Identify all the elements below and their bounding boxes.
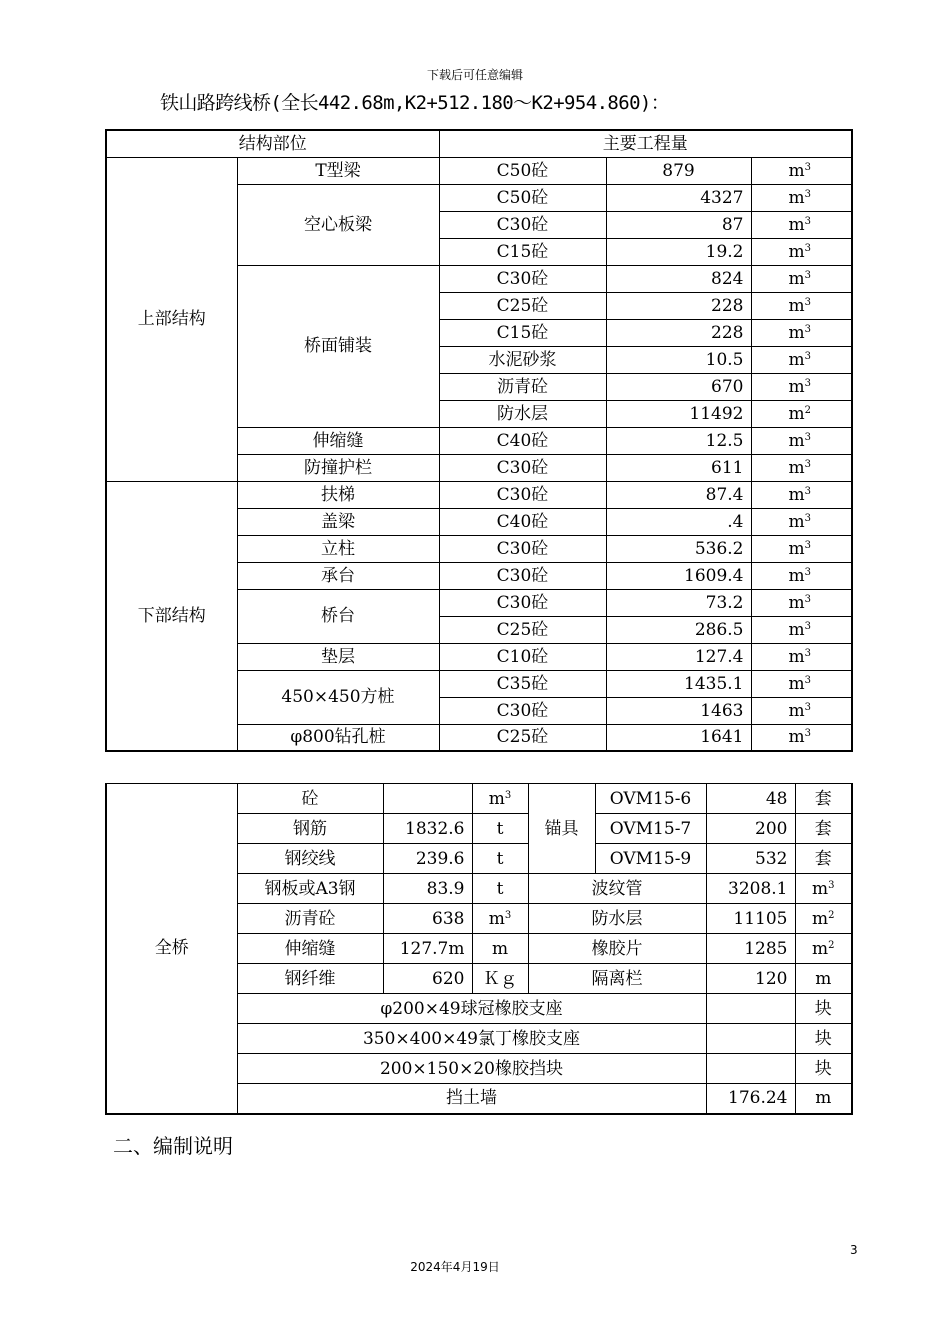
quantity-value — [706, 1024, 795, 1054]
quantity-value: 670 — [606, 373, 751, 400]
unit-text: m — [788, 187, 805, 208]
unit: 块 — [795, 1054, 852, 1084]
unit — [472, 874, 528, 904]
unit — [751, 616, 852, 643]
unit — [472, 784, 528, 814]
unit-text: m — [488, 908, 505, 929]
unit — [751, 400, 852, 427]
unit-text: m — [488, 788, 505, 809]
unit-text: m — [491, 938, 509, 959]
group-whole-bridge: 全桥 — [106, 784, 237, 1114]
unit-text: m — [788, 430, 805, 451]
group-upper: 上部结构 — [106, 157, 237, 481]
material: C10砼 — [439, 643, 606, 670]
unit — [751, 292, 852, 319]
unit-exponent: 3 — [804, 566, 812, 578]
material: C25砼 — [439, 292, 606, 319]
unit-text: m — [788, 322, 805, 343]
item-name-2: 波纹管 — [528, 874, 706, 904]
material: C15砼 — [439, 238, 606, 265]
unit-exponent: 3 — [504, 789, 512, 801]
table-header-row — [106, 130, 852, 157]
item-name: 伸缩缝 — [237, 427, 439, 454]
unit-exponent: 2 — [828, 939, 835, 951]
unit-exponent: 3 — [804, 539, 812, 551]
quantity-value: 879 — [606, 157, 751, 184]
quantity-value-2: 532 — [706, 844, 795, 874]
material: 防水层 — [439, 400, 606, 427]
unit-exponent: 3 — [804, 161, 812, 173]
unit — [751, 724, 852, 751]
item-name: 防撞护栏 — [237, 454, 439, 481]
unit — [751, 535, 852, 562]
item-name: 沥青砼 — [237, 904, 383, 934]
item-name: 桥台 — [237, 589, 439, 643]
table-row — [106, 481, 852, 508]
unit-exponent: 3 — [804, 296, 812, 308]
unit-exponent: 3 — [804, 215, 812, 227]
unit-text: m — [788, 160, 805, 181]
item-name-2: 隔离栏 — [528, 964, 706, 994]
quantity-value: 87 — [606, 211, 751, 238]
material: C30砼 — [439, 211, 606, 238]
item-name: 空心板梁 — [237, 184, 439, 265]
unit-exponent: 3 — [804, 269, 812, 281]
quantity-value: 4327 — [606, 184, 751, 211]
quantity-value: 228 — [606, 319, 751, 346]
unit-text: m — [812, 878, 829, 899]
unit-2 — [795, 874, 852, 904]
material: C50砼 — [439, 157, 606, 184]
quantity-value — [706, 994, 795, 1024]
bridge-title: 铁山路跨线桥(全长442.68m,K2+512.180～K2+954.860)： — [160, 92, 670, 114]
unit — [751, 562, 852, 589]
item-name: 垫层 — [237, 643, 439, 670]
unit-text: m — [788, 538, 805, 559]
page-number: 3 — [850, 1243, 858, 1257]
unit-text: m — [815, 968, 832, 989]
unit-text: m — [788, 727, 805, 748]
unit — [751, 265, 852, 292]
unit: m — [795, 1084, 852, 1114]
item-name-2: OVM15-9 — [595, 844, 706, 874]
quantity-value: 1832.6 — [383, 814, 472, 844]
item-name: 钢纤维 — [237, 964, 383, 994]
unit — [751, 481, 852, 508]
material: C15砼 — [439, 319, 606, 346]
item-name: 钢板或A3钢 — [237, 874, 383, 904]
unit — [472, 934, 528, 964]
quantity-value: 10.5 — [606, 346, 751, 373]
unit-exponent: 3 — [804, 674, 812, 686]
material: C30砼 — [439, 481, 606, 508]
unit — [472, 964, 528, 994]
material: C40砼 — [439, 427, 606, 454]
material: C25砼 — [439, 616, 606, 643]
unit-exponent: 3 — [804, 728, 812, 740]
unit — [751, 454, 852, 481]
unit-text: m — [788, 646, 805, 667]
unit — [472, 904, 528, 934]
unit-exponent: 3 — [804, 431, 812, 443]
unit-text: m — [788, 403, 805, 424]
unit-text: m — [788, 565, 805, 586]
item-name: 桥面铺装 — [237, 265, 439, 427]
item-name: 盖梁 — [237, 508, 439, 535]
unit — [472, 844, 528, 874]
item-name-2: OVM15-7 — [595, 814, 706, 844]
table-row — [106, 784, 852, 814]
item-name: 350×400×49氯丁橡胶支座 — [237, 1024, 706, 1054]
unit-text: m — [788, 484, 805, 505]
unit-text: 套 — [814, 848, 832, 869]
footer-date: 2024年4月19日 — [410, 1260, 500, 1274]
material: C25砼 — [439, 724, 606, 751]
material: 沥青砼 — [439, 373, 606, 400]
unit — [751, 346, 852, 373]
quantity-value: 127.4 — [606, 643, 751, 670]
unit-exponent: 3 — [804, 593, 812, 605]
quantity-value — [383, 784, 472, 814]
material: C30砼 — [439, 535, 606, 562]
quantity-value: 228 — [606, 292, 751, 319]
material: C30砼 — [439, 454, 606, 481]
unit-text: m — [788, 241, 805, 262]
unit: 块 — [795, 1024, 852, 1054]
unit — [751, 697, 852, 724]
quantity-value: 19.2 — [606, 238, 751, 265]
unit-exponent: 3 — [804, 188, 812, 200]
unit-exponent: 2 — [804, 404, 812, 416]
unit — [751, 319, 852, 346]
unit — [751, 643, 852, 670]
quantity-value-2: 11105 — [706, 904, 795, 934]
quantity-value: 286.5 — [606, 616, 751, 643]
anchor-label: 锚具 — [528, 784, 595, 874]
quantity-value: 611 — [606, 454, 751, 481]
item-name: 扶梯 — [237, 481, 439, 508]
unit-text: m — [788, 457, 805, 478]
unit-exponent: 3 — [804, 620, 812, 632]
quantity-value: 536.2 — [606, 535, 751, 562]
unit-exponent: 2 — [828, 909, 835, 921]
item-name: 200×150×20橡胶挡块 — [237, 1054, 706, 1084]
item-name-2: OVM15-6 — [595, 784, 706, 814]
material: C40砼 — [439, 508, 606, 535]
quantity-value — [706, 1054, 795, 1084]
item-name: 立柱 — [237, 535, 439, 562]
unit — [751, 589, 852, 616]
unit-text: m — [788, 619, 805, 640]
unit-text: t — [496, 848, 504, 869]
unit: 块 — [795, 994, 852, 1024]
quantity-value: 73.2 — [606, 589, 751, 616]
unit-text: t — [496, 878, 504, 899]
unit-text: m — [788, 673, 805, 694]
unit-2 — [795, 814, 852, 844]
unit-exponent: 3 — [804, 323, 812, 335]
material: C30砼 — [439, 562, 606, 589]
item-name: φ800钻孔桩 — [237, 724, 439, 751]
unit-text: Ｋｇ — [483, 968, 517, 989]
material: C35砼 — [439, 670, 606, 697]
unit-text: m — [788, 700, 805, 721]
unit-text: m — [788, 214, 805, 235]
unit-2 — [795, 844, 852, 874]
material: C30砼 — [439, 697, 606, 724]
quantity-table-main — [105, 129, 853, 752]
unit — [751, 670, 852, 697]
quantity-value: 176.24 — [706, 1084, 795, 1114]
unit — [751, 211, 852, 238]
item-name: 砼 — [237, 784, 383, 814]
item-name: 挡土墙 — [237, 1084, 706, 1114]
quantity-value: 11492 — [606, 400, 751, 427]
unit-text: m — [788, 376, 805, 397]
quantity-value: 239.6 — [383, 844, 472, 874]
quantity-value: 87.4 — [606, 481, 751, 508]
quantity-value: 127.7m — [383, 934, 472, 964]
unit-text: t — [496, 818, 504, 839]
unit-2 — [795, 964, 852, 994]
header-structure-part: 结构部位 — [106, 130, 439, 157]
quantity-table-whole-bridge — [105, 783, 853, 1115]
quantity-value: 1609.4 — [606, 562, 751, 589]
quantity-value-2: 48 — [706, 784, 795, 814]
unit-exponent: 3 — [804, 512, 812, 524]
quantity-value-2: 1285 — [706, 934, 795, 964]
quantity-value: 1463 — [606, 697, 751, 724]
unit — [751, 184, 852, 211]
unit — [751, 238, 852, 265]
item-name-2: 防水层 — [528, 904, 706, 934]
unit-exponent: 3 — [804, 701, 812, 713]
unit-exponent: 3 — [804, 458, 812, 470]
unit-2 — [795, 934, 852, 964]
unit-text: m — [788, 295, 805, 316]
unit-text: m — [788, 511, 805, 532]
quantity-value: 1641 — [606, 724, 751, 751]
item-name: 承台 — [237, 562, 439, 589]
material: 水泥砂浆 — [439, 346, 606, 373]
item-name: 钢筋 — [237, 814, 383, 844]
unit-text: m — [812, 908, 829, 929]
unit-exponent: 3 — [804, 377, 812, 389]
group-lower: 下部结构 — [106, 481, 237, 751]
item-name: 450×450方桩 — [237, 670, 439, 724]
item-name: T型梁 — [237, 157, 439, 184]
quantity-value: 824 — [606, 265, 751, 292]
unit — [751, 157, 852, 184]
quantity-value: 83.9 — [383, 874, 472, 904]
table-row — [106, 157, 852, 184]
item-name: 伸缩缝 — [237, 934, 383, 964]
unit-exponent: 3 — [804, 350, 812, 362]
unit-exponent: 3 — [804, 647, 812, 659]
quantity-value-2: 200 — [706, 814, 795, 844]
unit-exponent: 3 — [804, 242, 812, 254]
material: C30砼 — [439, 265, 606, 292]
unit-text: m — [788, 268, 805, 289]
quantity-value-2: 3208.1 — [706, 874, 795, 904]
quantity-value: 620 — [383, 964, 472, 994]
unit-text: 套 — [814, 818, 832, 839]
unit — [751, 508, 852, 535]
unit-text: m — [812, 938, 829, 959]
unit — [751, 427, 852, 454]
section-heading: 二、编制说明 — [113, 1134, 233, 1158]
quantity-value: 638 — [383, 904, 472, 934]
unit-2 — [795, 784, 852, 814]
unit — [751, 373, 852, 400]
material: C50砼 — [439, 184, 606, 211]
unit-text: 套 — [814, 788, 832, 809]
item-name: φ200×49球冠橡胶支座 — [237, 994, 706, 1024]
item-name: 钢绞线 — [237, 844, 383, 874]
unit-exponent: 3 — [804, 485, 812, 497]
quantity-value: .4 — [606, 508, 751, 535]
unit-text: m — [788, 592, 805, 613]
header-note: 下载后可任意编辑 — [426, 68, 523, 82]
item-name-2: 橡胶片 — [528, 934, 706, 964]
quantity-value: 12.5 — [606, 427, 751, 454]
quantity-value: 1435.1 — [606, 670, 751, 697]
unit-exponent: 3 — [828, 879, 835, 891]
unit-text: m — [788, 349, 805, 370]
header-main-quantity: 主要工程量 — [439, 130, 852, 157]
unit-2 — [795, 904, 852, 934]
unit — [472, 814, 528, 844]
quantity-value-2: 120 — [706, 964, 795, 994]
unit-exponent: 3 — [504, 909, 512, 921]
material: C30砼 — [439, 589, 606, 616]
